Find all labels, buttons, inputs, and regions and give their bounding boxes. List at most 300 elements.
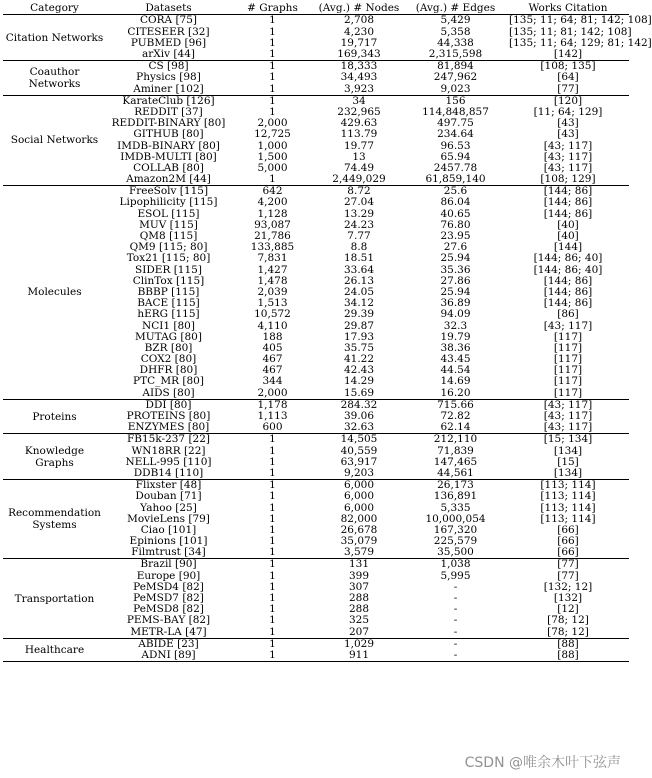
edges-cell: 76.80 <box>440 218 471 231</box>
graphs-cell: 1 <box>231 61 314 73</box>
edges-cell: 212,110 <box>404 434 507 446</box>
dataset-cell: Yahoo [25] <box>140 501 197 514</box>
nodes-cell: 288 <box>348 603 370 616</box>
citation-cell: [108; 135] <box>507 61 629 73</box>
edges-cell: - <box>453 580 458 593</box>
citation-cell: [120] <box>507 95 629 107</box>
graphs-cell: 133,885 <box>250 241 295 254</box>
graphs-cell: 1 <box>269 580 276 593</box>
graphs-cell: 1 <box>231 480 314 492</box>
bottom-rule <box>3 661 629 662</box>
nodes-cell: 1,029 <box>314 638 404 650</box>
graphs-cell: 642 <box>231 186 314 198</box>
edges-cell: 44.54 <box>440 364 471 377</box>
nodes-cell: 288 <box>348 592 370 605</box>
citation-cell: [117] <box>553 375 583 388</box>
nodes-cell: 33.64 <box>343 263 375 276</box>
datasets-table <box>3 1 652 661</box>
dataset-cell: PTC_MR [80] <box>133 375 204 388</box>
edges-cell: 147,465 <box>433 455 478 468</box>
nodes-cell: 26.13 <box>343 274 375 287</box>
dataset-cell: Douban [71] <box>135 490 202 503</box>
dataset-cell: COLLAB [80] <box>133 161 204 174</box>
nodes-cell: 74.49 <box>343 161 375 174</box>
nodes-cell: 26,678 <box>340 523 378 536</box>
citation-cell: [144; 86] <box>543 285 593 298</box>
citation-cell: [144; 86] <box>543 207 593 220</box>
nodes-cell: 29.87 <box>343 319 375 332</box>
nodes-cell: 2,449,029 <box>332 173 386 186</box>
category-cell: Coauthor Networks <box>3 61 106 96</box>
graphs-cell: 1 <box>269 569 276 582</box>
dataset-cell: SIDER [115] <box>135 263 202 276</box>
graphs-cell: 1 <box>269 490 276 503</box>
nodes-cell: 113.79 <box>340 128 378 141</box>
category-cell: Transportation <box>3 559 106 638</box>
edges-cell: 14.69 <box>440 375 471 388</box>
nodes-cell: 4,230 <box>343 25 375 38</box>
table-row <box>3 480 629 492</box>
dataset-cell: Tox21 [115; 80] <box>126 252 211 265</box>
nodes-cell: 35.75 <box>343 341 375 354</box>
graphs-cell: 1 <box>269 501 276 514</box>
dataset-cell: CS [98] <box>106 61 231 73</box>
edges-cell: 25.94 <box>440 252 471 265</box>
nodes-cell: 34,493 <box>340 71 378 84</box>
citation-cell: [43; 117] <box>543 319 593 332</box>
citation-cell: [135; 11; 64; 129; 81; 142] <box>509 36 652 49</box>
dataset-cell: REDDIT [37] <box>134 105 203 118</box>
graphs-cell: 1 <box>269 546 276 559</box>
nodes-cell: 63,917 <box>340 455 378 468</box>
dataset-cell: Amazon2M [44] <box>126 173 211 186</box>
edges-cell: 156 <box>404 95 507 107</box>
nodes-cell: 6,000 <box>343 490 375 503</box>
nodes-cell: 19.77 <box>343 139 375 152</box>
edges-cell: 27.86 <box>440 274 471 287</box>
category-cell: Molecules <box>3 186 106 400</box>
citation-cell: [117] <box>553 341 583 354</box>
nodes-cell: 3,923 <box>343 82 375 95</box>
header-nodes: (Avg.) # Nodes <box>314 2 404 15</box>
edges-cell: 247,962 <box>433 71 478 84</box>
citation-cell: [43; 117] <box>543 139 593 152</box>
nodes-cell: 35,079 <box>340 535 378 548</box>
edges-cell: - <box>453 603 458 616</box>
datasets-table-container <box>3 1 652 661</box>
nodes-cell: 18.51 <box>343 252 375 265</box>
dataset-cell: Aminer [102] <box>133 82 204 95</box>
nodes-cell: 42.43 <box>343 364 375 377</box>
dataset-cell: MUV [115] <box>139 218 198 231</box>
edges-cell: 36.89 <box>440 297 471 310</box>
nodes-cell: 6,000 <box>343 501 375 514</box>
nodes-cell: 14,505 <box>314 434 404 446</box>
graphs-cell: 1 <box>269 173 276 186</box>
dataset-cell: PeMSD7 [82] <box>133 592 204 605</box>
category-cell: Knowledge Graphs <box>3 434 106 480</box>
edges-cell: 27.6 <box>443 241 468 254</box>
edges-cell: 10,000,054 <box>425 512 486 525</box>
graphs-cell: 1 <box>269 592 276 605</box>
dataset-cell: CORA [75] <box>106 15 231 27</box>
graphs-cell: 1 <box>269 648 276 661</box>
citation-cell: [12] <box>557 603 579 616</box>
graphs-cell: 10,572 <box>254 308 291 321</box>
edges-cell: 72.82 <box>440 410 471 423</box>
graphs-cell: 1 <box>231 638 314 650</box>
nodes-cell: 17.93 <box>343 330 375 343</box>
dataset-cell: QM9 [115; 80] <box>129 241 208 254</box>
citation-cell: [88] <box>507 638 629 650</box>
dataset-cell: Epinions [101] <box>129 535 208 548</box>
table-row <box>3 186 629 198</box>
table-row <box>3 638 629 650</box>
edges-cell: 44,561 <box>437 466 474 479</box>
citation-cell: [11; 64; 129] <box>533 105 603 118</box>
graphs-cell: 1 <box>269 82 276 95</box>
category-cell: Recommendation Systems <box>3 480 106 559</box>
citation-cell: [43; 117] <box>543 410 593 423</box>
edges-cell: 32.3 <box>443 319 468 332</box>
edges-cell: 25.94 <box>440 285 471 298</box>
graphs-cell: 1 <box>231 95 314 107</box>
citation-cell: [40] <box>557 230 579 243</box>
header-works-citation: Works Citation <box>507 2 629 15</box>
citation-cell: [117] <box>553 330 583 343</box>
graphs-cell: 2,000 <box>257 117 288 130</box>
graphs-cell: 1 <box>269 466 276 479</box>
nodes-cell: 3,579 <box>343 546 375 559</box>
header-graphs: # Graphs <box>231 2 314 15</box>
citation-cell: [86] <box>557 308 579 321</box>
graphs-cell: 1,478 <box>257 274 288 287</box>
dataset-cell: MovieLens [79] <box>127 512 210 525</box>
graphs-cell: 1 <box>269 36 276 49</box>
citation-cell: [117] <box>553 353 583 366</box>
edges-cell: 136,891 <box>433 490 478 503</box>
dataset-cell: PROTEINS [80] <box>126 410 211 423</box>
dataset-cell: QM8 [115] <box>139 230 198 243</box>
dataset-cell: BZR [80] <box>144 341 193 354</box>
graphs-cell: 1,513 <box>257 297 288 310</box>
dataset-cell: NELL-995 [110] <box>125 455 212 468</box>
graphs-cell: 1 <box>269 48 276 61</box>
edges-cell: 5,358 <box>440 25 471 38</box>
table-body <box>3 14 652 661</box>
graphs-cell: 1 <box>269 523 276 536</box>
graphs-cell: 344 <box>262 375 283 388</box>
dataset-cell: BACE [115] <box>137 297 200 310</box>
dataset-cell: METR-LA [47] <box>130 625 207 638</box>
citation-cell: [43] <box>557 128 579 141</box>
edges-cell: 96.53 <box>440 139 471 152</box>
dataset-cell: FB15k-237 [22] <box>106 434 231 446</box>
citation-cell: [43; 117] <box>543 150 593 163</box>
dataset-cell: WN18RR [22] <box>131 444 206 457</box>
category-cell: Social Networks <box>3 95 106 186</box>
edges-cell: 44,338 <box>437 36 474 49</box>
citation-cell: [15; 134] <box>507 434 629 446</box>
citation-cell: [15] <box>557 455 579 468</box>
edges-cell: 61,859,140 <box>425 173 486 186</box>
edges-cell: 2,315,598 <box>428 48 483 61</box>
graphs-cell: 1 <box>269 25 276 38</box>
dataset-cell: arXiv [44] <box>142 48 195 61</box>
dataset-cell: IMDB-MULTI [80] <box>120 150 217 163</box>
edges-cell: 62.14 <box>440 421 471 434</box>
dataset-cell: ESOL [115] <box>137 207 200 220</box>
nodes-cell: 207 <box>348 625 370 638</box>
dataset-cell: DDI [80] <box>106 399 231 411</box>
nodes-cell: 82,000 <box>340 512 378 525</box>
nodes-cell: 19,717 <box>340 36 378 49</box>
dataset-cell: PUBMED [96] <box>130 36 207 49</box>
nodes-cell: 169,343 <box>337 48 381 61</box>
edges-cell: - <box>453 648 458 661</box>
graphs-cell: 21,786 <box>254 230 291 243</box>
dataset-cell: KarateClub [126] <box>106 95 231 107</box>
graphs-cell: 1,000 <box>257 139 288 152</box>
nodes-cell: 8.8 <box>350 241 368 254</box>
dataset-cell: MUTAG [80] <box>135 330 202 343</box>
citation-cell: [77] <box>557 82 579 95</box>
citation-cell: [77] <box>557 569 579 582</box>
graphs-cell: 1 <box>269 614 276 627</box>
edges-cell: - <box>453 625 458 638</box>
nodes-cell: 284.32 <box>314 399 404 411</box>
graphs-cell: 188 <box>262 330 283 343</box>
edges-cell: 23.95 <box>440 230 471 243</box>
citation-cell: [142] <box>553 48 583 61</box>
dataset-cell: Filmtrust [34] <box>131 546 206 559</box>
nodes-cell: 14.29 <box>343 375 375 388</box>
graphs-cell: 5,000 <box>257 161 288 174</box>
table-row <box>3 559 629 571</box>
category-cell: Citation Networks <box>3 15 106 61</box>
edges-cell: 35.36 <box>440 263 471 276</box>
dataset-cell: PeMSD4 [82] <box>133 580 204 593</box>
dataset-cell: ClinTox [115] <box>132 274 205 287</box>
edges-cell: 65.94 <box>440 150 471 163</box>
dataset-cell: NCI1 [80] <box>142 319 195 332</box>
nodes-cell: 325 <box>348 614 370 627</box>
edges-cell: 114,848,857 <box>422 105 489 118</box>
citation-cell: [113; 114] <box>540 490 596 503</box>
citation-cell: [66] <box>557 523 579 536</box>
edges-cell: 167,320 <box>433 523 478 536</box>
graphs-cell: 1 <box>269 71 276 84</box>
graphs-cell: 1 <box>269 444 276 457</box>
edges-cell: 225,579 <box>433 535 478 548</box>
nodes-cell: 13.29 <box>343 207 375 220</box>
nodes-cell: 429.63 <box>340 117 378 130</box>
citation-cell: [77] <box>507 559 629 571</box>
edges-cell: 71,839 <box>437 444 474 457</box>
table-row <box>3 15 629 27</box>
graphs-cell: 12,725 <box>254 128 291 141</box>
dataset-cell: Flixster [48] <box>106 480 231 492</box>
dataset-cell: ADNI [89] <box>141 648 196 661</box>
nodes-cell: 399 <box>348 569 370 582</box>
citation-cell: [43; 117] <box>507 399 629 411</box>
nodes-cell: 911 <box>348 648 370 661</box>
edges-cell: 35,500 <box>437 546 474 559</box>
edges-cell: 16.20 <box>440 386 471 399</box>
citation-cell: [144; 86; 40] <box>533 252 603 265</box>
edges-cell: 497.75 <box>437 117 474 130</box>
graphs-cell: 1,113 <box>257 410 288 423</box>
graphs-cell: 1,128 <box>257 207 288 220</box>
nodes-cell: 34 <box>314 95 404 107</box>
graphs-cell: 1 <box>269 455 276 468</box>
graphs-cell: 2,039 <box>257 285 288 298</box>
edges-cell: 86.04 <box>440 196 471 209</box>
citation-cell: [43; 117] <box>543 421 593 434</box>
citation-cell: [144] <box>553 241 583 254</box>
graphs-cell: 1,500 <box>257 150 288 163</box>
dataset-cell: hERG [115] <box>137 308 200 321</box>
nodes-cell: 9,203 <box>343 466 375 479</box>
graphs-cell: 1,427 <box>257 263 288 276</box>
graphs-cell: 2,000 <box>257 386 288 399</box>
edges-cell: 94.09 <box>440 308 471 321</box>
edges-cell: - <box>453 592 458 605</box>
edges-cell: 19.79 <box>440 330 471 343</box>
dataset-cell: Ciao [101] <box>140 523 197 536</box>
edges-cell: 715.66 <box>404 399 507 411</box>
nodes-cell: 24.05 <box>343 285 375 298</box>
category-cell: Healthcare <box>3 638 106 661</box>
nodes-cell: 8.72 <box>314 186 404 198</box>
nodes-cell: 39.06 <box>343 410 375 423</box>
dataset-cell: CITESEER [32] <box>127 25 210 38</box>
citation-cell: [132] <box>553 592 583 605</box>
citation-cell: [144; 86] <box>543 196 593 209</box>
citation-cell: [117] <box>553 364 583 377</box>
dataset-cell: PeMSD8 [82] <box>133 603 204 616</box>
citation-cell: [108; 129] <box>540 173 596 186</box>
dataset-cell: Europe [90] <box>136 569 201 582</box>
graphs-cell: 1 <box>231 559 314 571</box>
edges-cell: - <box>453 614 458 627</box>
dataset-cell: COX2 [80] <box>140 353 197 366</box>
citation-cell: [66] <box>557 535 579 548</box>
nodes-cell: 6,000 <box>314 480 404 492</box>
citation-cell: [78; 12] <box>547 625 589 638</box>
citation-cell: [144; 86] <box>543 274 593 287</box>
graphs-cell: 7,831 <box>257 252 288 265</box>
nodes-cell: 41.22 <box>343 353 375 366</box>
citation-cell: [43] <box>557 117 579 130</box>
citation-cell: [88] <box>557 648 579 661</box>
citation-cell: [144; 86] <box>507 186 629 198</box>
edges-cell: 81,894 <box>404 61 507 73</box>
graphs-cell: 4,200 <box>257 196 288 209</box>
graphs-cell: 1 <box>269 625 276 638</box>
nodes-cell: 13 <box>352 150 366 163</box>
edges-cell: 9,023 <box>440 82 471 95</box>
graphs-cell: 1 <box>269 535 276 548</box>
citation-cell: [132; 12] <box>543 580 593 593</box>
citation-cell: [144; 86; 40] <box>533 263 603 276</box>
graphs-cell: 4,110 <box>257 319 288 332</box>
graphs-cell: 1,178 <box>231 399 314 411</box>
dataset-cell: DDB14 [110] <box>133 466 204 479</box>
header-edges: (Avg.) # Edges <box>404 2 507 15</box>
header-row <box>3 2 629 15</box>
dataset-cell: FreeSolv [115] <box>106 186 231 198</box>
dataset-cell: BBBP [115] <box>137 285 200 298</box>
table-row <box>3 434 629 446</box>
nodes-cell: 232,965 <box>337 105 381 118</box>
graphs-cell: 600 <box>262 421 283 434</box>
citation-cell: [144; 86] <box>543 297 593 310</box>
nodes-cell: 7.77 <box>347 230 371 243</box>
dataset-cell: Lipophilicity [115] <box>119 196 218 209</box>
edges-cell: 40.65 <box>440 207 471 220</box>
nodes-cell: 24.23 <box>343 218 375 231</box>
graphs-cell: 467 <box>262 364 283 377</box>
dataset-cell: IMDB-BINARY [80] <box>117 139 220 152</box>
citation-cell: [113; 114] <box>540 501 596 514</box>
edges-cell: 5,335 <box>440 501 471 514</box>
nodes-cell: 34.12 <box>343 297 375 310</box>
graphs-cell: 1 <box>269 512 276 525</box>
citation-cell: [113; 114] <box>507 480 629 492</box>
nodes-cell: 29.39 <box>343 308 375 321</box>
citation-cell: [117] <box>553 386 583 399</box>
nodes-cell: 18,333 <box>314 61 404 73</box>
watermark: CSDN @唯余木叶下弦声 <box>464 755 621 771</box>
dataset-cell: Physics [98] <box>136 71 201 84</box>
citation-cell: [134] <box>553 466 583 479</box>
dataset-cell: Brazil [90] <box>106 559 231 571</box>
graphs-cell: 1 <box>269 603 276 616</box>
citation-cell: [134] <box>553 444 583 457</box>
nodes-cell: 32.63 <box>343 421 375 434</box>
edges-cell: 5,995 <box>440 569 471 582</box>
citation-cell: [78; 12] <box>547 614 589 627</box>
dataset-cell: REDDIT-BINARY [80] <box>111 117 226 130</box>
edges-cell: 26,173 <box>404 480 507 492</box>
citation-cell: [135; 11; 81; 142; 108] <box>509 25 632 38</box>
nodes-cell: 27.04 <box>343 196 375 209</box>
edges-cell: - <box>404 638 507 650</box>
citation-cell: [43; 117] <box>543 161 593 174</box>
graphs-cell: 1 <box>231 15 314 27</box>
graphs-cell: 1 <box>231 434 314 446</box>
edges-cell: 43.45 <box>440 353 471 366</box>
header-datasets: Datasets <box>106 2 231 15</box>
edges-cell: 38.36 <box>440 341 471 354</box>
dataset-cell: ABIDE [23] <box>106 638 231 650</box>
citation-cell: [64] <box>557 71 579 84</box>
graphs-cell: 467 <box>262 353 283 366</box>
edges-cell: 2457.78 <box>433 161 478 174</box>
dataset-cell: PEMS-BAY [82] <box>126 614 211 627</box>
dataset-cell: DHFR [80] <box>139 364 198 377</box>
nodes-cell: 15.69 <box>343 386 375 399</box>
dataset-cell: AIDS [80] <box>142 386 195 399</box>
nodes-cell: 2,708 <box>314 15 404 27</box>
citation-cell: [113; 114] <box>540 512 596 525</box>
graphs-cell: 1 <box>269 105 276 118</box>
dataset-cell: ENZYMES [80] <box>127 421 210 434</box>
nodes-cell: 307 <box>348 580 370 593</box>
nodes-cell: 40,559 <box>340 444 378 457</box>
citation-cell: [40] <box>557 218 579 231</box>
